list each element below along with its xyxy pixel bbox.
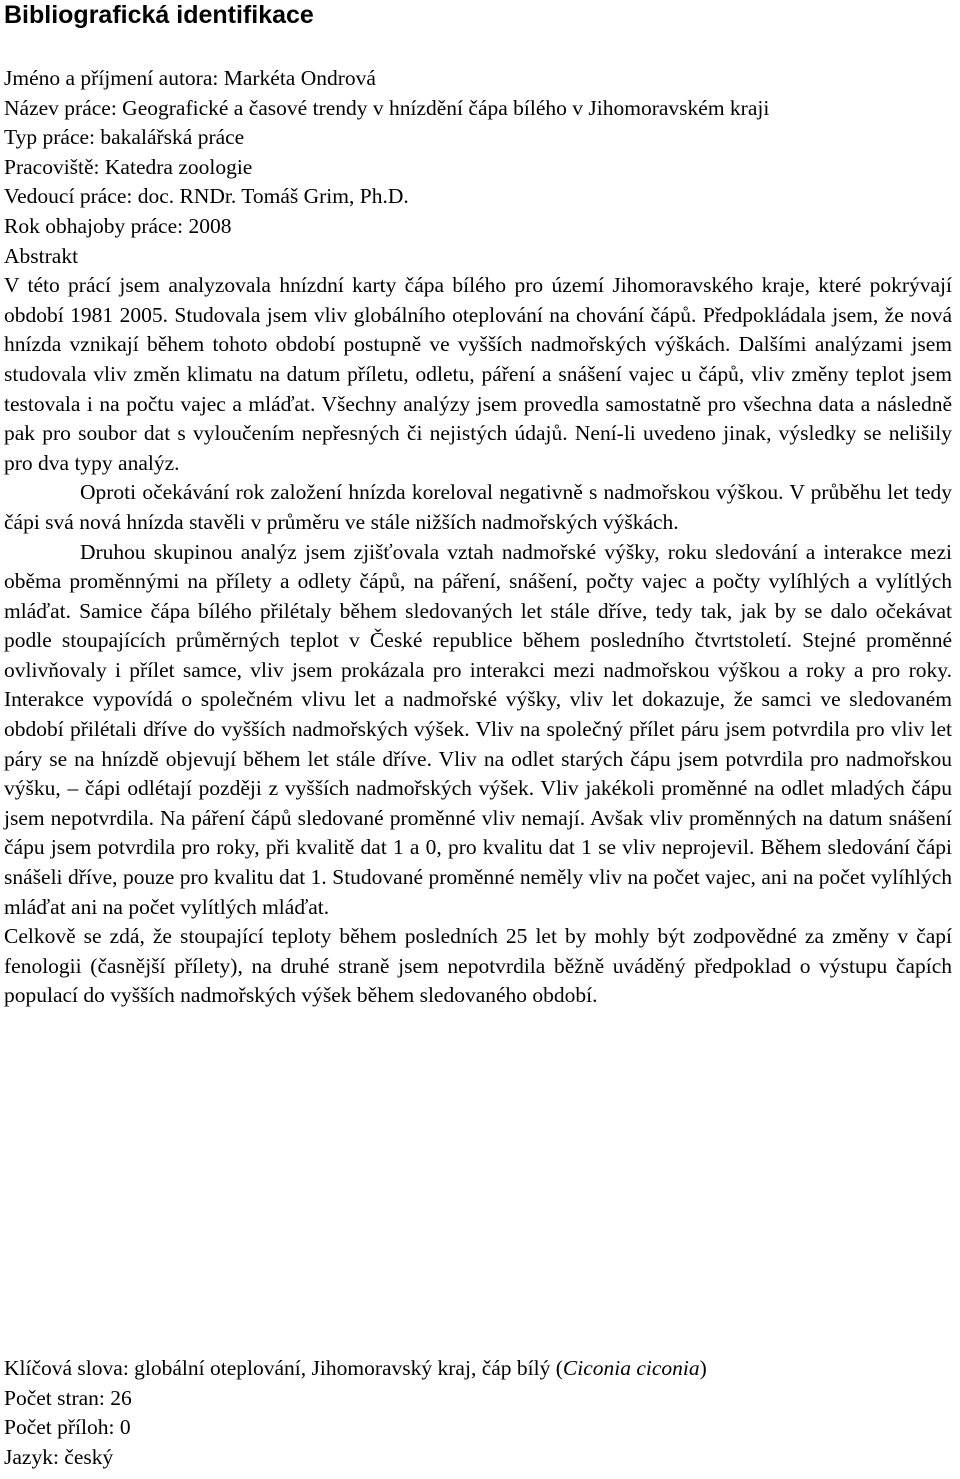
- thesis-type-line: Typ práce: bakalářská práce: [4, 125, 245, 150]
- page-count-line: Počet stran: 26: [4, 1385, 132, 1410]
- appendix-count-line: Počet příloh: 0: [4, 1415, 131, 1440]
- department-line: Pracoviště: Katedra zoologie: [4, 154, 253, 179]
- thesis-title-line: Název práce: Geografické a časové trendy v hnízdění čápa bílého v Jihomoravském kraji: [4, 95, 770, 120]
- keywords-latin-name: Ciconia ciconia: [562, 1356, 700, 1380]
- abstract-paragraph-2: Oproti očekávání rok založení hnízda koreloval negativně s nadmořskou výškou. V průběhu let tedy čápi svá nová hnízda stavěli v průměru ve stále nižších nadmořských výškách.: [4, 480, 952, 534]
- keywords-suffix: ): [699, 1356, 707, 1380]
- abstract-label: Abstrakt: [4, 243, 79, 268]
- supervisor-line: Vedoucí práce: doc. RNDr. Tomáš Grim, Ph.D.: [4, 184, 409, 209]
- metadata-block: [4, 64, 952, 271]
- keywords-prefix: Klíčová slova: globální oteplování, Jihomoravský kraj, čáp bílý (: [4, 1356, 563, 1380]
- abstract-paragraph-1: V této prácí jsem analyzovala hnízdní karty čápa bílého pro území Jihomoravského kraje, které pokrývají období 1981 2005. Studovala jsem vliv globálního oteplování na chování čápů. Předpokládala jsem, že nová hnízda vznikají během tohoto období postupně ve vyšších nadmořských výškách. Dalšími analýzami jsem studovala vliv změn klimatu na datum příletu, odletu, páření a snášení vajec u čápů, vliv změny teplot jsem testovala i na počtu vajec a mláďat. Všechny analýzy jsem provedla samostatně pro všechna data a následně pak pro soubor dat s vyloučením nepřesných či nejistých údajů. Není-li uvedeno jinak, výsledky se nelišily pro dva typy analýz.: [4, 273, 952, 475]
- author-line: Jméno a příjmení autora: Markéta Ondrová: [4, 66, 376, 90]
- document-page: [4, 0, 952, 1011]
- abstract-body: [4, 271, 952, 1011]
- keywords-line: [4, 1354, 707, 1384]
- page-title: Bibliografická identifikace: [4, 1, 314, 29]
- abstract-paragraph-3: Druhou skupinou analýz jsem zjišťovala vztah nadmořské výšky, roku sledování a interakce mezi oběma proměnnými na přílety a odlety čápů, na páření, snášení, počty vajec a počty vylíhlých a vylítlých mláďat. Samice čápa bílého přilétaly během sledovaných let stále dříve, tedy tak, jak by se dalo očekávat podle stoupajících průměrných teplot v České republice během posledního čtvrtstoletí. Stejné proměnné ovlivňovaly i přílet samce, vliv jsem prokázala pro interakci mezi nadmořskou výškou a roky a pro roky. Interakce vypovídá o společném vlivu let a nadmořské výšky, vliv let dokazuje, že samci ve sledovaném období přilétali dříve do vyšších nadmořských výšek. Vliv na společný přílet páru jsem potvrdila pro vliv let páry se na hnízdě objevují během let stále dříve. Vliv na odlet starých čápu jsem potvrdila pro nadmořskou výšku, – čápi odlétají později z vyšších nadmořských výšek. Vliv jakékoli proměnné na odlet mladých čápu jsem nepotvrdila. Na páření čápů sledované proměnné vliv nemají. Avšak vliv proměnných na datum snášení čápu jsem potvrdila pro roky, při kvalitě dat 1 a 0, pro kvalitu dat 1 se vliv neprojevil. Během sledování čápi snášeli dříve, pouze pro kvalitu dat 1. Studované proměnné neměly vliv na počet vajec, ani na počet vylíhlých mláďat ani na počet vylítlých mláďat.: [4, 539, 952, 919]
- abstract-paragraph-4: Celkově se zdá, že stoupající teploty během posledních 25 let by mohly být zodpovědné za změny v čapí fenologii (časnější přílety), na druhé straně jsem nepotvrdila běžně uváděný předpoklad o výstupu čapích populací do vyšších nadmořských výšek během sledovaného období.: [4, 924, 952, 1008]
- defense-year-line: Rok obhajoby práce: 2008: [4, 213, 232, 238]
- keywords-block: [4, 1354, 707, 1472]
- language-line: Jazyk: český: [4, 1444, 114, 1469]
